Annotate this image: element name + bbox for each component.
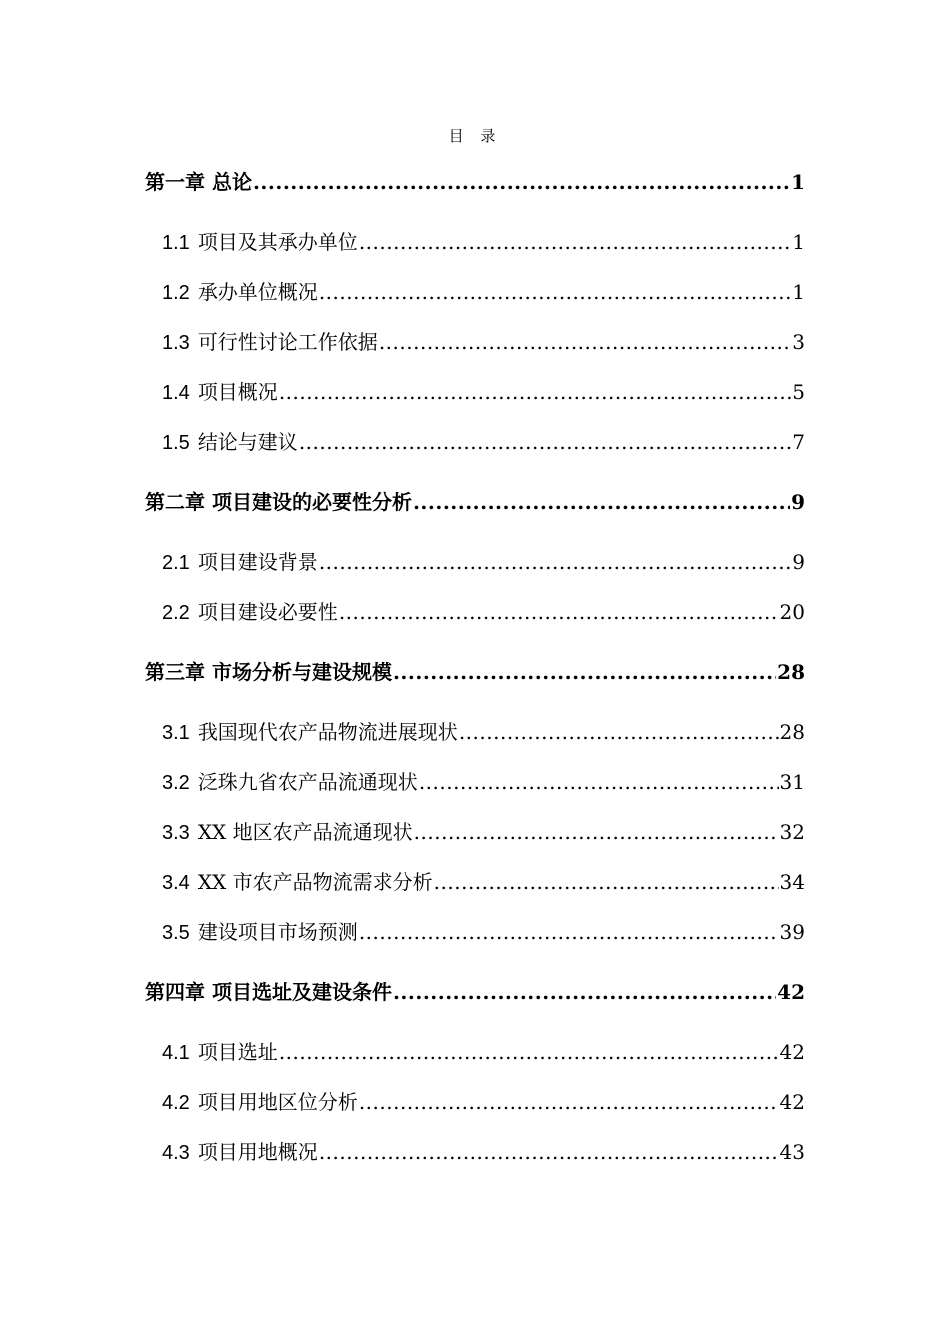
toc-section-entry[interactable] bbox=[145, 866, 805, 916]
toc-page-number: 28 bbox=[777, 660, 805, 684]
toc-entry-label: XX 市农产品物流需求分析 bbox=[197, 870, 433, 894]
toc-dot-leader bbox=[359, 230, 791, 254]
toc-entry-label: XX 地区农产品流通现状 bbox=[197, 820, 413, 844]
toc-section-entry[interactable] bbox=[145, 226, 805, 276]
toc-page-number: 1 bbox=[792, 280, 805, 304]
toc-dot-leader bbox=[319, 550, 791, 574]
toc-entry-label: 承办单位概况 bbox=[197, 280, 318, 304]
toc-entry-label: 建设项目市场预测 bbox=[197, 920, 358, 944]
toc-entry-number: 1.3 bbox=[162, 332, 190, 354]
toc-entry-label: 项目概况 bbox=[197, 380, 278, 404]
toc-entry-label: 项目及其承办单位 bbox=[197, 230, 358, 254]
toc-dot-leader bbox=[379, 330, 791, 354]
toc-page-number: 42 bbox=[779, 1090, 805, 1114]
toc-dot-leader bbox=[299, 430, 791, 454]
toc-page-number: 3 bbox=[792, 330, 805, 354]
toc-chapter-entry[interactable] bbox=[145, 656, 805, 690]
toc-entry-label: 项目用地概况 bbox=[197, 1140, 318, 1164]
toc-page-number: 39 bbox=[779, 920, 805, 944]
toc-entry-number: 3.4 bbox=[162, 872, 190, 894]
toc-section-entry[interactable] bbox=[145, 916, 805, 966]
toc-dot-leader bbox=[459, 720, 779, 744]
toc-entry-number: 1.4 bbox=[162, 382, 190, 404]
toc-entry-number: 4.3 bbox=[162, 1142, 190, 1164]
toc-dot-leader bbox=[319, 1140, 779, 1164]
toc-page-number: 1 bbox=[792, 230, 805, 254]
toc-page-number: 43 bbox=[779, 1140, 805, 1164]
toc-entry-label: 第二章 项目建设的必要性分析 bbox=[145, 490, 412, 514]
toc-entry-label: 可行性讨论工作依据 bbox=[197, 330, 378, 354]
toc-entry-number: 3.2 bbox=[162, 772, 190, 794]
toc-entry-label: 项目用地区位分析 bbox=[197, 1090, 358, 1114]
toc-page-number: 31 bbox=[779, 770, 805, 794]
toc-dot-leader bbox=[413, 490, 790, 514]
toc-page-number: 1 bbox=[791, 170, 805, 194]
toc-entry-label: 我国现代农产品物流进展现状 bbox=[197, 720, 458, 744]
toc-section-entry[interactable] bbox=[145, 1036, 805, 1086]
toc-section-entry[interactable] bbox=[145, 376, 805, 426]
toc-title: 目 录 bbox=[448, 127, 502, 145]
toc-page-number: 42 bbox=[777, 980, 805, 1004]
toc-entry-number: 3.5 bbox=[162, 922, 190, 944]
toc-dot-leader bbox=[253, 170, 790, 194]
toc-dot-leader bbox=[339, 600, 779, 624]
toc-entry-label: 第一章 总论 bbox=[145, 170, 252, 194]
toc-section-entry[interactable] bbox=[145, 326, 805, 376]
toc-entry-number: 1.5 bbox=[162, 432, 190, 454]
toc-entry-number: 2.2 bbox=[162, 602, 190, 624]
toc-page-number: 42 bbox=[779, 1040, 805, 1064]
toc-section-entry[interactable] bbox=[145, 1086, 805, 1136]
toc-page-number: 20 bbox=[779, 600, 805, 624]
toc-dot-leader bbox=[393, 980, 776, 1004]
toc-page-number: 32 bbox=[779, 820, 805, 844]
toc-entry-label: 泛珠九省农产品流通现状 bbox=[197, 770, 418, 794]
toc-dot-leader bbox=[414, 820, 779, 844]
toc-chapter-entry[interactable] bbox=[145, 166, 805, 200]
toc-entry-label: 第四章 项目选址及建设条件 bbox=[145, 980, 392, 1004]
toc-dot-leader bbox=[393, 660, 776, 684]
table-of-contents bbox=[145, 166, 805, 1186]
toc-page-number: 5 bbox=[792, 380, 805, 404]
toc-entry-number: 3.3 bbox=[162, 822, 190, 844]
toc-entry-label: 项目建设必要性 bbox=[197, 600, 338, 624]
toc-section-entry[interactable] bbox=[145, 1136, 805, 1186]
toc-chapter-entry[interactable] bbox=[145, 486, 805, 520]
toc-entry-number: 4.2 bbox=[162, 1092, 190, 1114]
toc-page-number: 28 bbox=[779, 720, 805, 744]
toc-dot-leader bbox=[434, 870, 779, 894]
toc-section-entry[interactable] bbox=[145, 816, 805, 866]
toc-page-number: 7 bbox=[792, 430, 805, 454]
toc-dot-leader bbox=[319, 280, 791, 304]
toc-section-entry[interactable] bbox=[145, 596, 805, 646]
toc-entry-number: 1.2 bbox=[162, 282, 190, 304]
toc-section-entry[interactable] bbox=[145, 546, 805, 596]
toc-dot-leader bbox=[359, 920, 779, 944]
toc-entry-label: 第三章 市场分析与建设规模 bbox=[145, 660, 392, 684]
toc-section-entry[interactable] bbox=[145, 426, 805, 476]
toc-dot-leader bbox=[419, 770, 779, 794]
toc-page-number: 9 bbox=[791, 490, 805, 514]
toc-dot-leader bbox=[279, 380, 791, 404]
toc-entry-number: 2.1 bbox=[162, 552, 190, 574]
toc-dot-leader bbox=[359, 1090, 779, 1114]
toc-page-number: 9 bbox=[792, 550, 805, 574]
toc-entry-number: 3.1 bbox=[162, 722, 190, 744]
toc-page-number: 34 bbox=[779, 870, 805, 894]
toc-section-entry[interactable] bbox=[145, 716, 805, 766]
toc-section-entry[interactable] bbox=[145, 766, 805, 816]
toc-entry-number: 1.1 bbox=[162, 232, 190, 254]
toc-entry-label: 项目建设背景 bbox=[197, 550, 318, 574]
toc-entry-label: 项目选址 bbox=[197, 1040, 278, 1064]
toc-dot-leader bbox=[279, 1040, 779, 1064]
toc-entry-label: 结论与建议 bbox=[197, 430, 298, 454]
toc-entry-number: 4.1 bbox=[162, 1042, 190, 1064]
toc-chapter-entry[interactable] bbox=[145, 976, 805, 1010]
toc-section-entry[interactable] bbox=[145, 276, 805, 326]
